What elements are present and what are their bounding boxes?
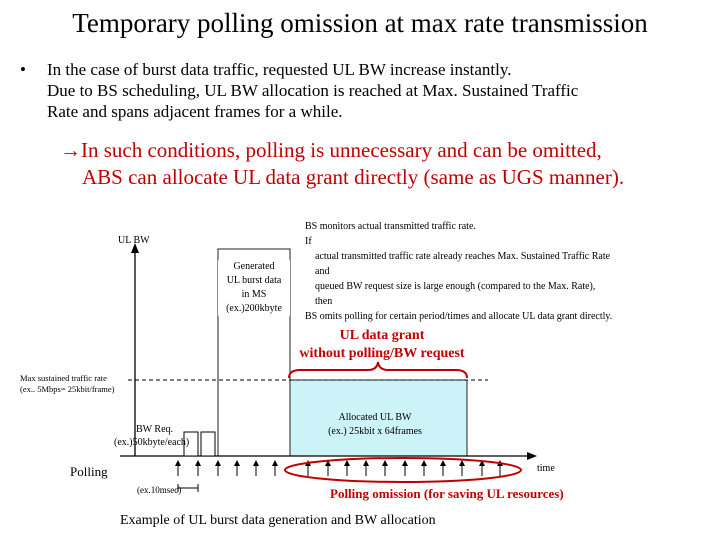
polling-arrowhead <box>382 460 388 466</box>
generated-label-line: in MS <box>241 289 267 300</box>
polling-arrows <box>175 460 503 476</box>
polling-label: Polling <box>70 464 108 479</box>
conclusion-line-1: →In such conditions, polling is unnecessary and can be omitted, <box>60 138 602 162</box>
note-line: and <box>315 266 330 277</box>
note-line: actual transmitted traffic rate already reaches Max. Sustained Traffic Rate <box>315 251 611 262</box>
bw-request-label-line-1: BW Req. <box>136 424 174 435</box>
bw-request-bar <box>201 432 215 456</box>
polling-omission-label: Polling omission (for saving UL resources) <box>330 486 564 501</box>
bw-request-label-line-2: (ex.)50kbyte/each) <box>114 437 190 448</box>
grant-label <box>287 327 477 363</box>
polling-interval-label: (ex.10msec) <box>137 485 182 495</box>
polling-arrowhead <box>344 460 350 466</box>
note-line: queued BW request size is large enough (compared to the Max. Rate), <box>315 281 596 292</box>
polling-arrowhead <box>402 460 408 466</box>
polling-arrowhead <box>215 460 221 466</box>
note-line: BS monitors actual transmitted traffic rate. <box>305 221 476 232</box>
bullet-line-2: Due to BS scheduling, UL BW allocation is reached at Max. Sustained Traffic <box>47 81 579 100</box>
polling-arrowhead <box>421 460 427 466</box>
polling-arrowhead <box>175 460 181 466</box>
generated-label-line: UL burst data <box>226 275 282 286</box>
note-line: then <box>315 296 333 307</box>
figure-caption: Example of UL burst data generation and BW allocation <box>120 513 436 528</box>
bullet-line-3: Rate and spans adjacent frames for a while. <box>47 102 343 121</box>
conclusion-line-2: ABS can allocate UL data grant directly (same as UGS manner). <box>82 165 625 189</box>
polling-arrowhead <box>253 460 259 466</box>
polling-arrowhead <box>440 460 446 466</box>
polling-arrowhead <box>459 460 465 466</box>
allocated-label-line-1: Allocated UL BW <box>338 412 412 423</box>
polling-arrowhead <box>272 460 278 466</box>
slide-title: Temporary polling omission at max rate transmission <box>72 8 648 38</box>
polling-arrowhead <box>363 460 369 466</box>
y-axis-label: UL BW <box>118 235 150 246</box>
grant-label-line-2: without polling/BW request <box>299 346 465 361</box>
note-line: If <box>305 236 312 247</box>
bullet-marker: • <box>20 60 26 79</box>
time-axis-label: time <box>537 463 555 474</box>
note-line: BS omits polling for certain period/times and allocate UL data grant directly. <box>305 311 613 322</box>
max-rate-label <box>20 373 115 395</box>
time-axis-arrowhead <box>527 452 537 460</box>
polling-arrowhead <box>195 460 201 466</box>
grant-label-line-1: UL data grant <box>339 328 425 343</box>
max-rate-label-line-2: (ex.. 5Mbps= 25kbit/frame) <box>20 384 115 394</box>
bullet-line-1: In the case of burst data traffic, requested UL BW increase instantly. <box>47 60 512 79</box>
polling-arrowhead <box>234 460 240 466</box>
grant-brace <box>289 362 467 378</box>
generated-label-line: (ex.)200kbyte <box>226 303 282 314</box>
bs-monitor-note <box>305 219 715 324</box>
generated-burst-label <box>218 260 290 316</box>
max-rate-label-line-1: Max sustained traffic rate <box>20 373 107 383</box>
allocated-bw-label <box>300 411 450 439</box>
allocated-label-line-2: (ex.) 25kbit x 64frames <box>328 426 422 437</box>
bw-request-label <box>114 423 189 449</box>
omission-ellipse <box>285 458 521 482</box>
generated-label-line: Generated <box>233 261 275 272</box>
